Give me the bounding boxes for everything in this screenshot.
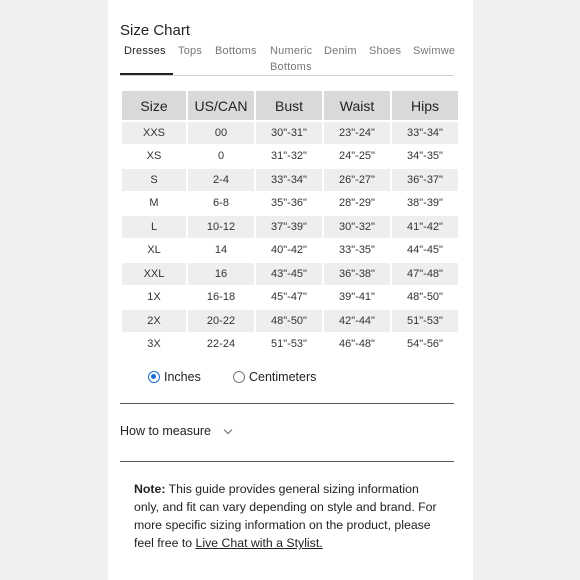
how-to-measure-toggle[interactable] [120, 424, 231, 438]
table-cell: 26"-27" [324, 169, 390, 191]
table-cell: 33"-35" [339, 244, 375, 257]
table-cell: 16-18 [206, 291, 236, 304]
table-cell: S [122, 169, 186, 191]
tab-dresses[interactable]: Dresses [124, 45, 166, 57]
table-cell: 0 [217, 150, 225, 163]
table-cell: 20-22 [188, 310, 254, 332]
table-cell: XXS [122, 122, 186, 144]
table-row [122, 169, 458, 191]
how-to-measure-label: How to measure [120, 424, 212, 438]
table-cell: 38"-39" [407, 197, 443, 210]
active-tab-indicator [120, 73, 173, 75]
table-cell: 47"-48" [392, 263, 458, 285]
table-cell: 42"-44" [324, 310, 390, 332]
table-row [122, 122, 458, 144]
table-cell: 54"-56" [407, 338, 443, 351]
divider [120, 461, 454, 462]
table-cell: L [122, 216, 186, 238]
column-header-us-can: US/CAN [188, 91, 254, 120]
table-cell: 28"-29" [339, 197, 375, 210]
table-cell: 36"-37" [392, 169, 458, 191]
sizing-note [134, 480, 444, 552]
table-cell: 35"-36" [271, 197, 307, 210]
inches-label: Inches [164, 370, 201, 384]
table-cell: 16 [188, 263, 254, 285]
table-cell: 22-24 [206, 338, 236, 351]
column-header-waist: Waist [324, 91, 390, 120]
table-cell: 6-8 [213, 197, 229, 210]
table-cell: 1X [147, 291, 161, 304]
table-cell: XS [146, 150, 162, 163]
table-cell: 45"-47" [271, 291, 307, 304]
tab-bottoms[interactable]: Bottoms [215, 45, 257, 57]
table-row [122, 287, 458, 309]
table-header-row [122, 91, 458, 120]
page-title: Size Chart [120, 22, 191, 39]
table-row [122, 240, 458, 262]
table-cell: 48"-50" [407, 291, 443, 304]
tab-swimwear[interactable]: Swimwe [413, 45, 456, 57]
table-cell: 30"-32" [324, 216, 390, 238]
table-cell: 37"-39" [256, 216, 322, 238]
table-row [122, 310, 458, 332]
table-cell: 3X [147, 338, 161, 351]
column-header-hips: Hips [392, 91, 458, 120]
table-row [122, 146, 458, 168]
table-cell: 2X [122, 310, 186, 332]
table-cell: 41"-42" [392, 216, 458, 238]
size-chart-panel [108, 0, 473, 580]
table-row [122, 193, 458, 215]
table-cell: XL [147, 244, 161, 257]
table-cell: 30"-31" [256, 122, 322, 144]
table-cell: 51"-53" [392, 310, 458, 332]
table-cell: 34"-35" [407, 150, 443, 163]
note-text: This guide provides general sizing information only, and fit can vary depending on style and brand. For more specific sizing information on the product, please feel free to [134, 482, 437, 550]
table-cell: 40"-42" [271, 244, 307, 257]
table-cell: 33"-34" [256, 169, 322, 191]
table-row [122, 216, 458, 238]
size-table [120, 89, 460, 357]
table-cell: 44"-45" [407, 244, 443, 257]
table-cell: 00 [188, 122, 254, 144]
table-cell: 39"-41" [339, 291, 375, 304]
chevron-down-icon [224, 425, 232, 433]
tab-bar [120, 43, 454, 76]
table-cell: 31"-32" [271, 150, 307, 163]
table-cell: M [149, 197, 159, 210]
note-label: Note: [134, 482, 166, 496]
table-cell: 10-12 [188, 216, 254, 238]
inches-radio[interactable] [148, 371, 160, 383]
centimeters-label: Centimeters [249, 370, 317, 384]
table-cell: 2-4 [188, 169, 254, 191]
tab-shoes[interactable]: Shoes [369, 45, 402, 57]
table-cell: 36"-38" [324, 263, 390, 285]
table-cell: 33"-34" [392, 122, 458, 144]
centimeters-radio[interactable] [233, 371, 245, 383]
table-cell: 24"-25" [339, 150, 375, 163]
unit-option-inches[interactable] [148, 370, 201, 384]
table-row [122, 263, 458, 285]
table-cell: XXL [122, 263, 186, 285]
table-cell: 43"-45" [256, 263, 322, 285]
table-row [122, 334, 458, 356]
tab-numeric-bottoms[interactable]: Numeric Bottoms [270, 45, 313, 73]
tab-tops[interactable]: Tops [178, 45, 203, 57]
column-header-size: Size [122, 91, 186, 120]
divider [120, 403, 454, 404]
unit-option-centimeters[interactable] [233, 370, 316, 384]
table-cell: 46"-48" [339, 338, 375, 351]
tab-denim[interactable]: Denim [324, 45, 357, 57]
table-cell: 51"-53" [271, 338, 307, 351]
column-header-bust: Bust [256, 91, 322, 120]
table-cell: 23"-24" [324, 122, 390, 144]
table-cell: 48"-50" [256, 310, 322, 332]
live-chat-link[interactable]: Live Chat with a Stylist. [195, 536, 323, 550]
table-cell: 14 [214, 244, 228, 257]
